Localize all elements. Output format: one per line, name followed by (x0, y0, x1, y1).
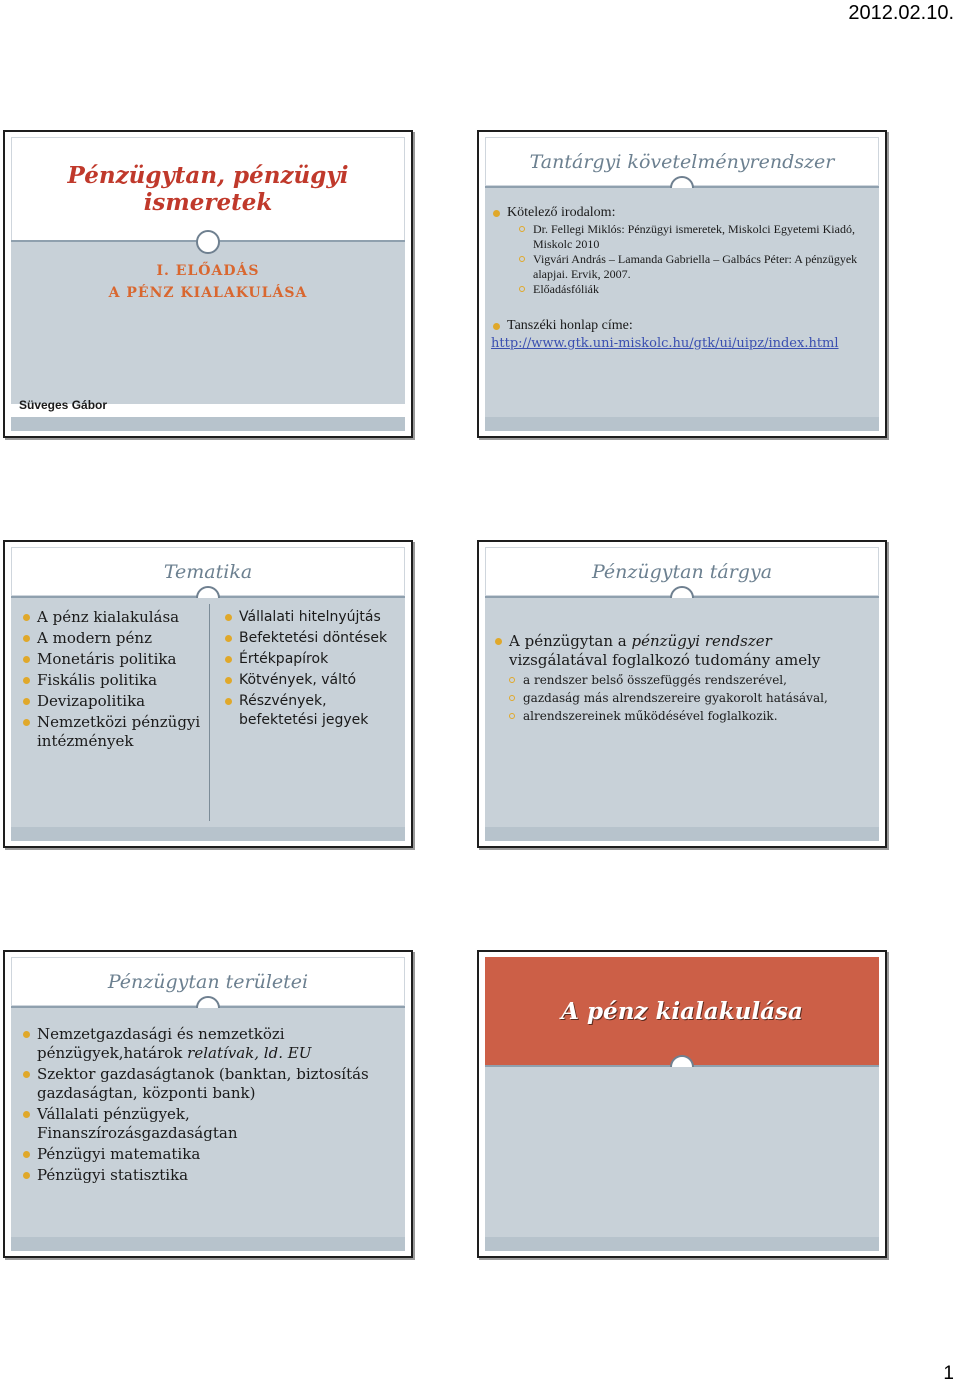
bullet-list (23, 1025, 395, 1185)
list-item: A pénz kialakulása (23, 608, 205, 627)
list-item: Vállalati hitelnyújtás (225, 608, 405, 627)
intro-text: vizsgálatával foglalkozó tudomány amely (509, 651, 821, 669)
intro-text: A pénzügytan a (509, 632, 632, 650)
slide-body (11, 598, 405, 841)
list-item (495, 632, 867, 724)
page-number: 1 (943, 1363, 954, 1384)
list-item: Vállalati pénzügyek, Finanszírozásgazdaságtan (23, 1105, 395, 1143)
sub-item: Dr. Fellegi Miklós: Pénzügyi ismeretek, Miskolci Egyetemi Kiadó, Miskolc 2010 (519, 222, 869, 252)
section-title-text: A pénz kialakulása (561, 997, 803, 1025)
sub-item: gazdaság más alrendszereire gyakorolt hatásával, (509, 691, 867, 706)
list-item: Szektor gazdaságtanok (banktan, biztosítás gazdaságtan, központi bank) (23, 1065, 395, 1103)
sub-item: Vigvári András – Lamanda Gabriella – Galbács Péter: A pénzügyek alapjai. Ervik, 2007. (519, 252, 869, 282)
footer-strip (485, 1237, 879, 1251)
footer-strip (11, 1237, 405, 1251)
list-item: Pénzügyi statisztika (23, 1166, 395, 1185)
bullet-list (495, 632, 867, 724)
item-text: Nemzetgazdasági és nemzetközi pénzügyek,határok (37, 1025, 285, 1062)
list-item: Kötvények, váltó (225, 671, 405, 690)
list-item (23, 1025, 395, 1063)
list-item: Devizapolitika (23, 692, 205, 711)
item-emphasis: relatívak, ld. EU (187, 1044, 312, 1062)
slide-areas (3, 950, 413, 1258)
sub-item: alrendszereinek működésével foglalkozik. (509, 709, 867, 724)
ring-ornament-icon (196, 230, 220, 254)
slide-title-text: Pénzügytan tárgya (591, 560, 773, 583)
section-title-panel (485, 957, 879, 1065)
subtitle-line2: A PÉNZ KIALAKULÁSA (108, 285, 308, 301)
list-item (493, 204, 869, 297)
sub-item: a rendszer belső összefüggés rendszerével, (509, 673, 867, 688)
slide-title-text: Pénzügytan, pénzügyi ismeretek (67, 162, 349, 216)
list-item: Nemzetközi pénzügyi intézmények (23, 713, 205, 751)
slide-title-text: Tematika (163, 560, 253, 583)
slide-requirements (477, 130, 887, 438)
slide-body (485, 598, 879, 841)
slide-body (485, 188, 879, 431)
footer-strip (11, 417, 405, 431)
department-homepage-link[interactable]: http://www.gtk.uni-miskolc.hu/gtk/ui/uipz/index.html (491, 336, 839, 351)
intro-emphasis: pénzügyi rendszer (631, 632, 772, 650)
footer-strip (485, 827, 879, 841)
list-item: Részvények, befektetési jegyek (225, 692, 405, 730)
sub-list (507, 222, 869, 297)
author-name: Süveges Gábor (19, 398, 108, 412)
slide-title-text: Tantárgyi követelményrendszer (529, 150, 835, 173)
footer-strip (11, 827, 405, 841)
section-body (485, 1067, 879, 1251)
slide-section-title (477, 950, 887, 1258)
list-item: Befektetési döntések (225, 629, 405, 648)
subtitle-panel (11, 241, 405, 412)
slide-title-text: Pénzügytan területei (107, 970, 309, 993)
item-text: Kötelező irodalom: (507, 205, 616, 220)
slide-title (3, 130, 413, 438)
list-item: Fiskális politika (23, 671, 205, 690)
title-panel (11, 137, 405, 241)
sub-list (509, 673, 867, 724)
topics-right-list (225, 608, 405, 732)
sub-item: Előadásfóliák (519, 282, 869, 297)
subtitle-line1: I. ELŐADÁS (156, 263, 260, 279)
page-date: 2012.02.10. (848, 2, 954, 24)
topics-left-list (23, 608, 205, 753)
column-divider (209, 604, 210, 821)
list-item: Értékpapírok (225, 650, 405, 669)
slide-topics (3, 540, 413, 848)
list-item: Monetáris politika (23, 650, 205, 669)
footer-strip (485, 417, 879, 431)
list-item: Pénzügyi matematika (23, 1145, 395, 1164)
list-item: A modern pénz (23, 629, 205, 648)
item-text: Tanszéki honlap címe: (507, 318, 633, 333)
slide-body (11, 1008, 405, 1251)
slide-subject (477, 540, 887, 848)
bullet-list (493, 204, 869, 334)
list-item (493, 317, 869, 334)
